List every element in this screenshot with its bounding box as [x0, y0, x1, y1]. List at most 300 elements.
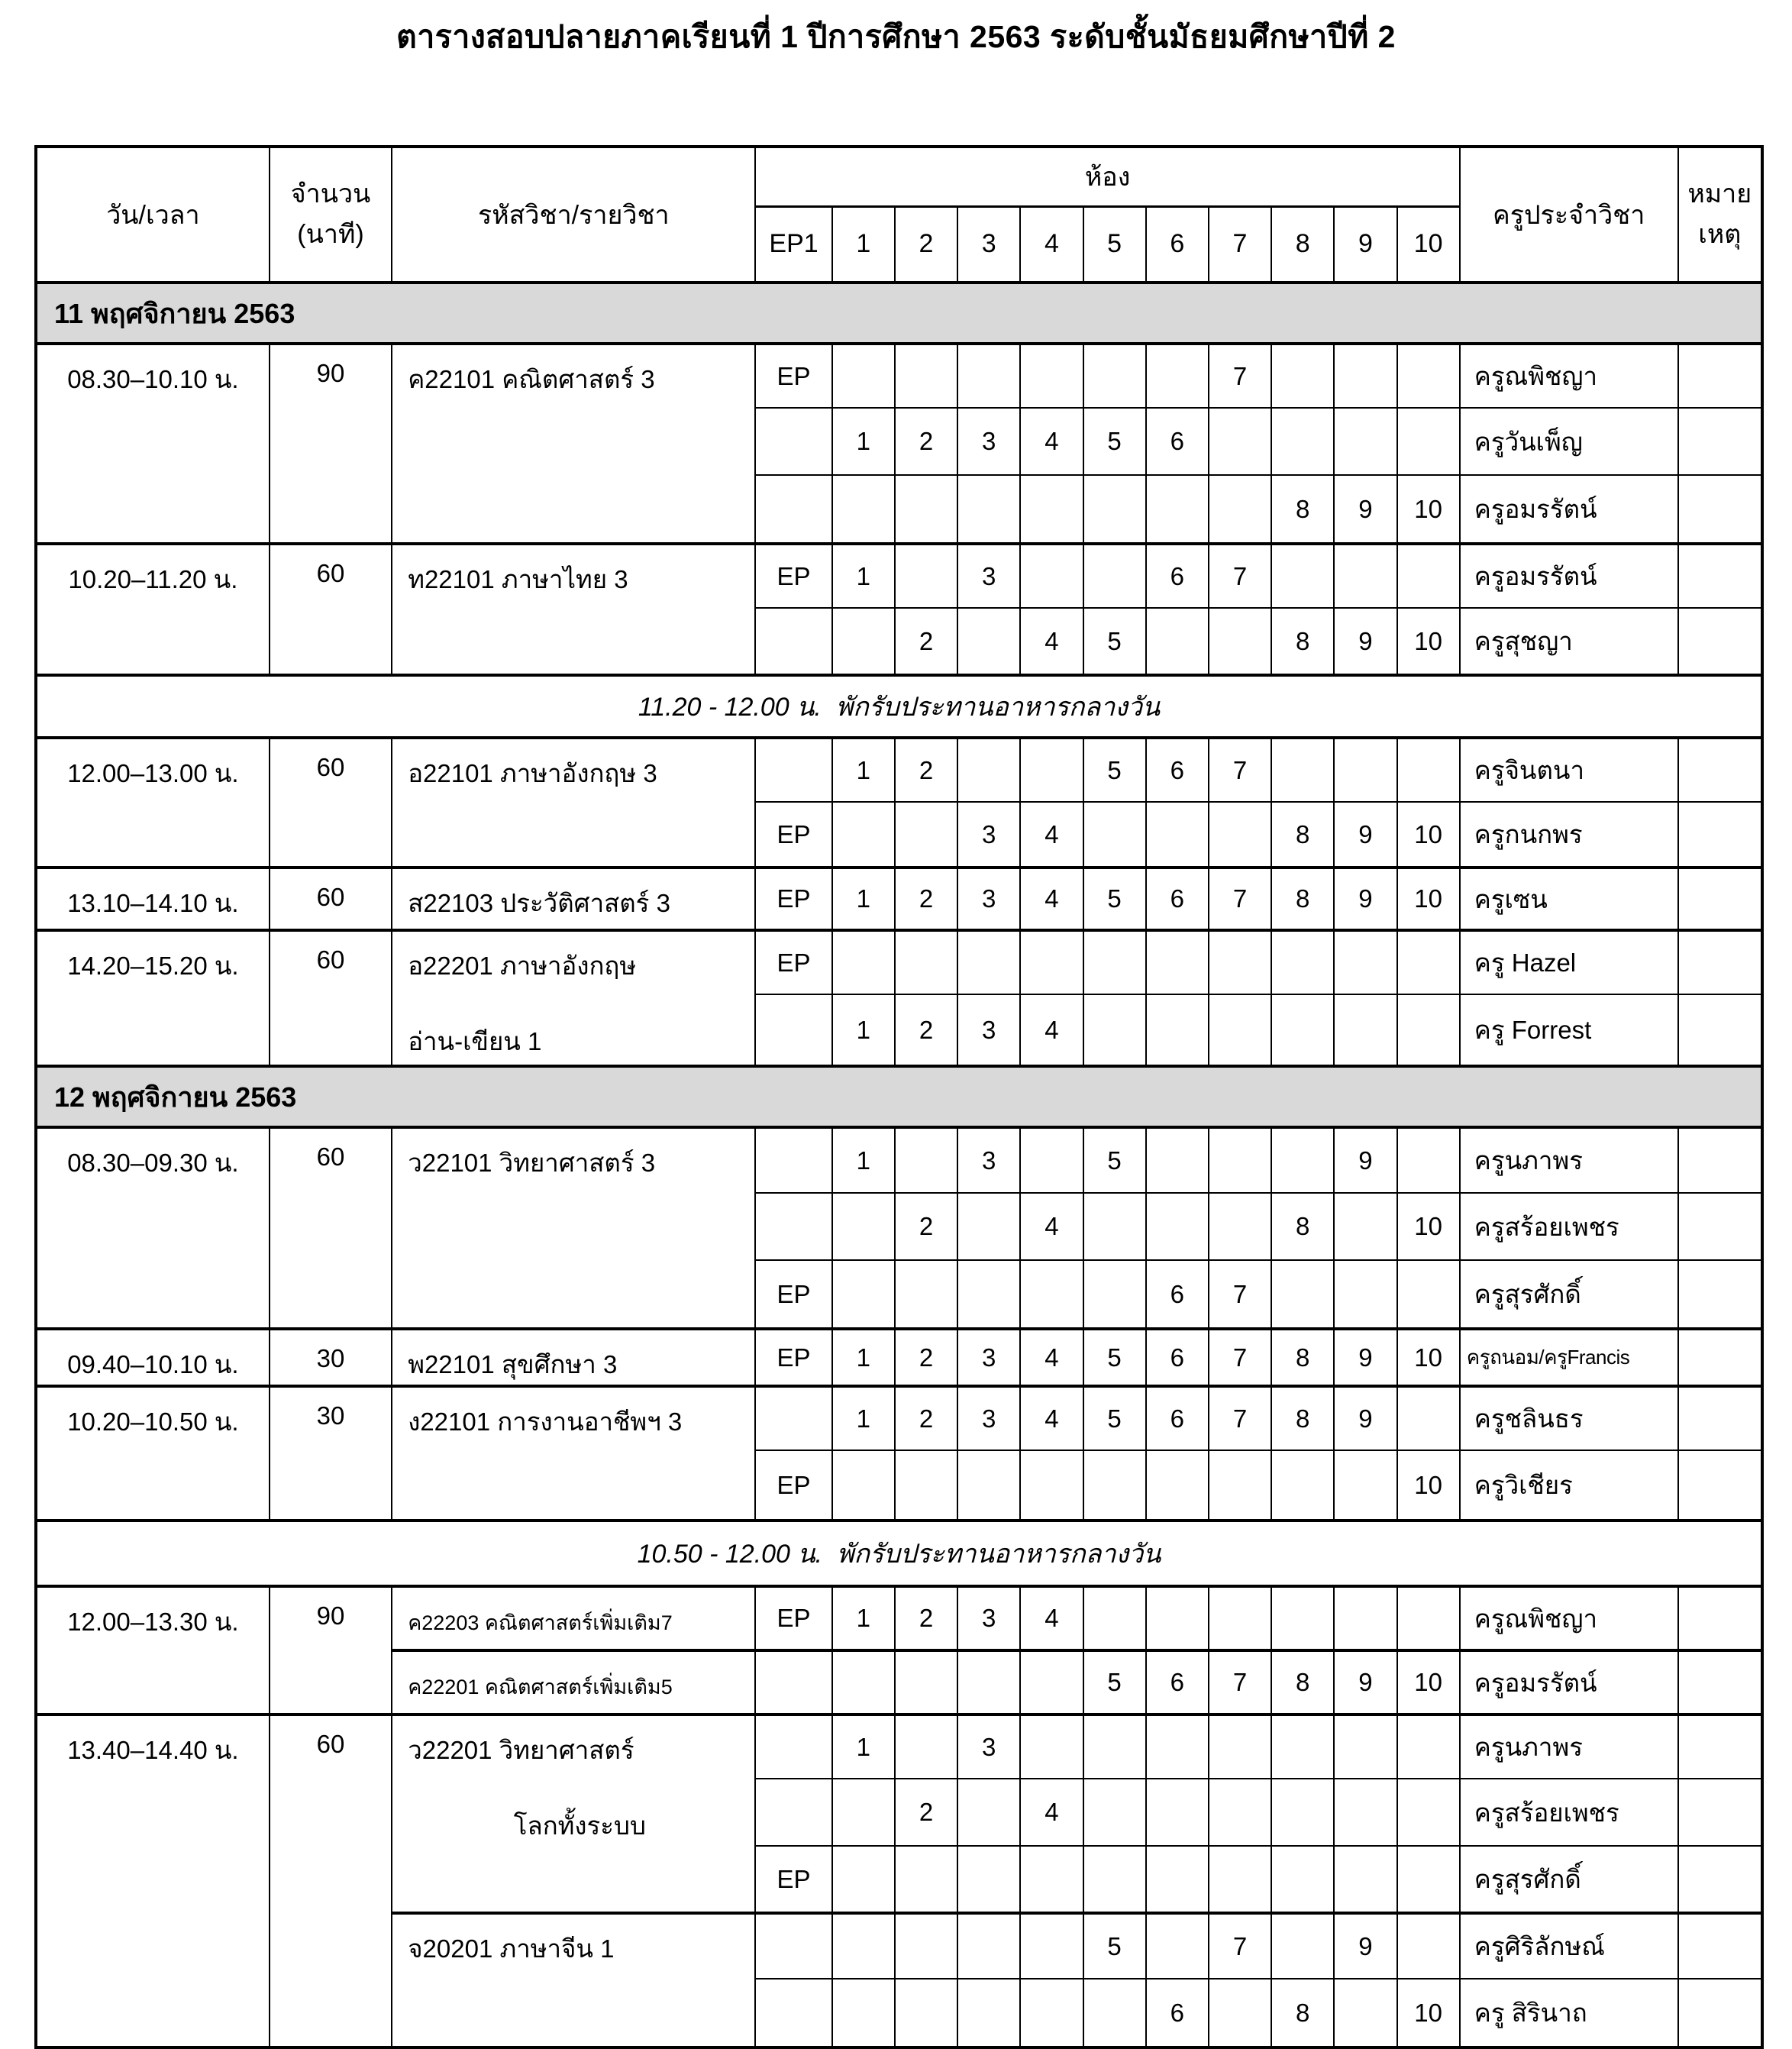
note-cell [1678, 1846, 1762, 1913]
room-cell [1146, 994, 1209, 1066]
room-cell: 1 [832, 408, 895, 475]
room-cell: 7 [1209, 544, 1271, 608]
room-cell [895, 802, 957, 868]
room-cell [1020, 738, 1083, 802]
room-cell: EP [755, 1846, 831, 1913]
table-row [36, 1127, 1762, 1193]
room-cell [1334, 1450, 1396, 1521]
teacher-cell: ครูอมรรัตน์ [1460, 544, 1678, 608]
room-cell: 6 [1146, 1260, 1209, 1329]
room-cell [1209, 1450, 1271, 1521]
room-cell [1334, 344, 1396, 408]
column-header-room-group: ห้อง [755, 147, 1459, 206]
room-cell: 4 [1020, 994, 1083, 1066]
room-cell: 9 [1334, 1650, 1396, 1715]
room-cell: 3 [957, 1586, 1020, 1650]
room-cell [832, 1979, 895, 2047]
room-cell [1397, 930, 1460, 994]
note-cell [1678, 1260, 1762, 1329]
table-row [36, 1586, 1762, 1650]
room-cell [1209, 408, 1271, 475]
subject-line: ว22201 วิทยาศาสตร์ [408, 1736, 634, 1764]
room-cell: 6 [1146, 1386, 1209, 1450]
room-cell [895, 1979, 957, 2047]
table-body [36, 283, 1762, 2047]
room-cell: 4 [1020, 1329, 1083, 1386]
teacher-cell: ครูนภาพร [1460, 1127, 1678, 1193]
room-cell [1020, 1650, 1083, 1715]
room-cell: 10 [1397, 1450, 1460, 1521]
room-cell [895, 1846, 957, 1913]
room-cell: 5 [1083, 1386, 1146, 1450]
note-label-line1: หมาย [1687, 179, 1752, 209]
room-cell [1209, 930, 1271, 994]
room-cell [1334, 1193, 1396, 1260]
room-cell [1271, 344, 1334, 408]
room-cell [1020, 1913, 1083, 1979]
note-cell [1678, 408, 1762, 475]
room-cell: 10 [1397, 868, 1460, 930]
room-header-cell: 8 [1271, 206, 1334, 283]
room-cell [1146, 608, 1209, 675]
time-cell: 12.00–13.30 น. [36, 1586, 270, 1715]
room-cell [1083, 1450, 1146, 1521]
room-header-cell: 10 [1397, 206, 1460, 283]
subject-cell [392, 1715, 755, 1913]
room-cell: EP [755, 1329, 831, 1386]
room-cell: EP [755, 1260, 831, 1329]
column-header-note [1678, 147, 1762, 283]
room-cell: 6 [1146, 544, 1209, 608]
break-row [36, 675, 1762, 738]
room-cell: EP [755, 1450, 831, 1521]
room-cell [1020, 1715, 1083, 1779]
teacher-cell: ครูอมรรัตน์ [1460, 475, 1678, 544]
room-cell: 2 [895, 868, 957, 930]
teacher-cell: ครูนภาพร [1460, 1715, 1678, 1779]
table-row [36, 1329, 1762, 1386]
room-cell [1209, 994, 1271, 1066]
note-cell [1678, 1386, 1762, 1450]
room-cell: 3 [957, 868, 1020, 930]
room-cell [1020, 1127, 1083, 1193]
column-header-duration [270, 147, 392, 283]
teacher-cell: ครูวันเพ็ญ [1460, 408, 1678, 475]
subject-line: ค22101 คณิตศาสตร์ 3 [408, 365, 655, 393]
column-header-teacher: ครูประจำวิชา [1460, 147, 1678, 283]
room-cell: 7 [1209, 344, 1271, 408]
time-cell: 10.20–10.50 น. [36, 1386, 270, 1521]
note-cell [1678, 1127, 1762, 1193]
teacher-cell: ครูณพิชญา [1460, 344, 1678, 408]
minutes-cell: 60 [270, 868, 392, 930]
room-cell: 5 [1083, 868, 1146, 930]
room-cell [1020, 544, 1083, 608]
room-cell [1271, 1586, 1334, 1650]
room-cell: 3 [957, 802, 1020, 868]
room-cell [1083, 930, 1146, 994]
room-cell [895, 475, 957, 544]
room-cell: 7 [1209, 1386, 1271, 1450]
room-cell [1271, 1260, 1334, 1329]
room-cell [1271, 994, 1334, 1066]
room-cell [1397, 344, 1460, 408]
room-cell [1020, 475, 1083, 544]
time-cell: 10.20–11.20 น. [36, 544, 270, 675]
room-cell [1083, 1979, 1146, 2047]
room-cell [1334, 1979, 1396, 2047]
subject-line: จ20201 ภาษาจีน 1 [408, 1934, 615, 1963]
room-cell: 6 [1146, 408, 1209, 475]
time-cell: 09.40–10.10 น. [36, 1329, 270, 1386]
room-cell: 5 [1083, 1329, 1146, 1386]
note-cell [1678, 994, 1762, 1066]
minutes-cell: 60 [270, 1715, 392, 2047]
room-cell: EP [755, 802, 831, 868]
room-cell [957, 1913, 1020, 1979]
room-cell [1271, 1715, 1334, 1779]
room-cell [1020, 1450, 1083, 1521]
room-cell [755, 1913, 831, 1979]
note-cell [1678, 802, 1762, 868]
room-cell [957, 1450, 1020, 1521]
room-cell [755, 1127, 831, 1193]
room-cell [1397, 408, 1460, 475]
page-title: ตารางสอบปลายภาคเรียนที่ 1 ปีการศึกษา 2563 ระดับชั้นมัธยมศึกษาปีที่ 2 [396, 19, 1396, 54]
room-cell: 3 [957, 1329, 1020, 1386]
room-cell [1083, 1193, 1146, 1260]
room-cell [1271, 408, 1334, 475]
time-cell: 08.30–10.10 น. [36, 344, 270, 544]
room-cell [1083, 1586, 1146, 1650]
note-cell [1678, 1450, 1762, 1521]
room-header-cell: 4 [1020, 206, 1083, 283]
room-cell: 6 [1146, 1329, 1209, 1386]
note-cell [1678, 1779, 1762, 1846]
room-cell: 7 [1209, 1650, 1271, 1715]
column-header-datetime: วัน/เวลา [36, 147, 270, 283]
teacher-cell: ครูจินตนา [1460, 738, 1678, 802]
note-cell [1678, 608, 1762, 675]
room-cell [957, 1650, 1020, 1715]
date-section-row [36, 1066, 1762, 1127]
room-cell [1397, 1913, 1460, 1979]
room-cell: 8 [1271, 868, 1334, 930]
room-cell: 5 [1083, 1127, 1146, 1193]
table-row [36, 1386, 1762, 1450]
room-cell: 4 [1020, 1586, 1083, 1650]
room-cell [1271, 1450, 1334, 1521]
teacher-cell: ครูสุชญา [1460, 608, 1678, 675]
room-cell [895, 544, 957, 608]
room-cell: 3 [957, 1715, 1020, 1779]
minutes-cell: 90 [270, 344, 392, 544]
room-cell: 10 [1397, 608, 1460, 675]
room-cell [1334, 1260, 1396, 1329]
room-cell: 9 [1334, 475, 1396, 544]
room-cell: 4 [1020, 1386, 1083, 1450]
room-cell: 9 [1334, 1329, 1396, 1386]
table-row [36, 930, 1762, 994]
room-cell [1146, 1779, 1209, 1846]
room-cell [895, 930, 957, 994]
note-cell [1678, 868, 1762, 930]
room-cell: 7 [1209, 1260, 1271, 1329]
room-cell: 5 [1083, 1650, 1146, 1715]
room-cell [1083, 544, 1146, 608]
teacher-cell: ครูกนกพร [1460, 802, 1678, 868]
room-cell [832, 1779, 895, 1846]
note-cell [1678, 1329, 1762, 1386]
room-cell [1209, 1779, 1271, 1846]
room-cell [1271, 930, 1334, 994]
room-cell [832, 1450, 895, 1521]
teacher-cell: ครูสร้อยเพชร [1460, 1779, 1678, 1846]
table-row [36, 868, 1762, 930]
room-cell: 3 [957, 994, 1020, 1066]
table-row [36, 544, 1762, 608]
column-header-subject: รหัสวิชา/รายวิชา [392, 147, 755, 283]
room-cell [755, 738, 831, 802]
room-cell [1083, 475, 1146, 544]
note-cell [1678, 1913, 1762, 1979]
exam-schedule-table [34, 145, 1764, 2049]
room-cell: 3 [957, 1127, 1020, 1193]
room-cell [1146, 475, 1209, 544]
teacher-cell: ครูอมรรัตน์ [1460, 1650, 1678, 1715]
room-cell [1083, 1846, 1146, 1913]
room-cell [1146, 1193, 1209, 1260]
room-cell [895, 1715, 957, 1779]
subject-cell [392, 1329, 755, 1386]
room-cell [755, 408, 831, 475]
room-cell: 10 [1397, 1329, 1460, 1386]
room-cell [1083, 344, 1146, 408]
time-cell: 12.00–13.00 น. [36, 738, 270, 868]
room-cell [832, 1650, 895, 1715]
room-cell [1083, 802, 1146, 868]
room-cell [1020, 930, 1083, 994]
minutes-cell: 90 [270, 1586, 392, 1715]
room-cell: 7 [1209, 1329, 1271, 1386]
room-cell: 9 [1334, 868, 1396, 930]
subject-line: ท22101 ภาษาไทย 3 [408, 565, 628, 593]
room-cell: 4 [1020, 1779, 1083, 1846]
room-cell [832, 1260, 895, 1329]
table-row [36, 1715, 1762, 1779]
room-cell [755, 1979, 831, 2047]
room-cell: 3 [957, 544, 1020, 608]
teacher-cell: ครู Hazel [1460, 930, 1678, 994]
room-cell: 5 [1083, 408, 1146, 475]
table-header [36, 147, 1762, 283]
room-header-cell: 2 [895, 206, 957, 283]
room-cell [1146, 802, 1209, 868]
room-cell: EP [755, 868, 831, 930]
note-label-line2: เหตุ [1698, 220, 1742, 249]
room-cell [1209, 802, 1271, 868]
minutes-cell: 60 [270, 544, 392, 675]
room-cell: EP [755, 344, 831, 408]
subject-line: ส22103 ประวัติศาสตร์ 3 [408, 889, 670, 917]
room-cell: 2 [895, 1586, 957, 1650]
room-cell: 8 [1271, 1329, 1334, 1386]
room-cell [957, 1779, 1020, 1846]
minutes-cell: 60 [270, 738, 392, 868]
room-cell: 9 [1334, 1386, 1396, 1450]
room-cell: 1 [832, 1715, 895, 1779]
room-cell [1334, 994, 1396, 1066]
room-cell [1271, 1127, 1334, 1193]
room-cell: 2 [895, 1193, 957, 1260]
room-cell: 10 [1397, 802, 1460, 868]
room-cell [957, 475, 1020, 544]
break-label: 11.20 - 12.00 น. พักรับประทานอาหารกลางวัน [36, 675, 1762, 738]
room-cell [1397, 738, 1460, 802]
room-cell: EP [755, 544, 831, 608]
teacher-cell: ครูศิริลักษณ์ [1460, 1913, 1678, 1979]
room-cell: 7 [1209, 868, 1271, 930]
room-cell: 1 [832, 1386, 895, 1450]
room-cell [1271, 544, 1334, 608]
room-cell [957, 738, 1020, 802]
room-cell [755, 608, 831, 675]
room-cell [755, 1715, 831, 1779]
room-cell [1334, 1586, 1396, 1650]
room-cell: 3 [957, 408, 1020, 475]
room-cell [1020, 1260, 1083, 1329]
time-cell: 13.40–14.40 น. [36, 1715, 270, 2047]
room-cell [1083, 1715, 1146, 1779]
room-cell [1146, 1715, 1209, 1779]
room-cell [1397, 1779, 1460, 1846]
room-cell: 10 [1397, 1193, 1460, 1260]
note-cell [1678, 1715, 1762, 1779]
room-cell: 8 [1271, 802, 1334, 868]
room-cell [1146, 1127, 1209, 1193]
break-label: 10.50 - 12.00 น. พักรับประทานอาหารกลางวัน [36, 1521, 1762, 1586]
room-cell: 2 [895, 994, 957, 1066]
room-header-cell: 1 [832, 206, 895, 283]
duration-label-line2: (นาที) [297, 220, 364, 249]
time-cell: 13.10–14.10 น. [36, 868, 270, 930]
subject-cell [392, 738, 755, 868]
subject-line: ง22101 การงานอาชีพฯ 3 [408, 1407, 683, 1436]
room-cell [1209, 1979, 1271, 2047]
teacher-cell: ครู Forrest [1460, 994, 1678, 1066]
note-cell [1678, 544, 1762, 608]
subject-line: โลกทั้งระบบ [513, 1811, 646, 1840]
room-cell [895, 344, 957, 408]
subject-cell [392, 1650, 755, 1715]
room-cell [832, 1846, 895, 1913]
subject-cell [392, 1127, 755, 1329]
room-cell [1146, 1913, 1209, 1979]
room-cell [1397, 1386, 1460, 1450]
room-cell: 8 [1271, 475, 1334, 544]
time-cell: 08.30–09.30 น. [36, 1127, 270, 1329]
room-cell [832, 930, 895, 994]
room-cell [957, 344, 1020, 408]
room-cell [957, 1846, 1020, 1913]
room-cell [957, 1260, 1020, 1329]
room-cell [755, 1193, 831, 1260]
room-cell [1209, 1846, 1271, 1913]
room-cell: 8 [1271, 1979, 1334, 2047]
room-header-cell: EP1 [755, 206, 831, 283]
subject-cell [392, 1386, 755, 1521]
room-cell [1020, 1846, 1083, 1913]
subject-cell [392, 1586, 755, 1650]
room-cell: 6 [1146, 738, 1209, 802]
room-cell [895, 1260, 957, 1329]
date-section-row [36, 283, 1762, 344]
room-cell: 8 [1271, 608, 1334, 675]
subject-cell [392, 344, 755, 544]
room-cell: 1 [832, 994, 895, 1066]
room-cell: 5 [1083, 738, 1146, 802]
room-cell [755, 994, 831, 1066]
subject-cell [392, 1913, 755, 2047]
note-cell [1678, 738, 1762, 802]
room-cell [1209, 1715, 1271, 1779]
teacher-cell: ครูวิเชียร [1460, 1450, 1678, 1521]
room-cell: 1 [832, 738, 895, 802]
room-cell [832, 344, 895, 408]
room-cell: 4 [1020, 608, 1083, 675]
room-cell [832, 1193, 895, 1260]
room-cell [832, 802, 895, 868]
room-cell: 9 [1334, 1913, 1396, 1979]
room-cell [1334, 1779, 1396, 1846]
room-cell [1146, 344, 1209, 408]
date-section-label: 11 พฤศจิกายน 2563 [36, 283, 1762, 344]
room-cell [1209, 475, 1271, 544]
teacher-cell: ครูสร้อยเพชร [1460, 1193, 1678, 1260]
room-cell [957, 608, 1020, 675]
subject-line: อ่าน-เขียน 1 [408, 1027, 542, 1055]
room-cell [957, 1979, 1020, 2047]
minutes-cell: 30 [270, 1329, 392, 1386]
room-cell [755, 1779, 831, 1846]
note-cell [1678, 1586, 1762, 1650]
room-cell: 9 [1334, 1127, 1396, 1193]
room-cell [1397, 1586, 1460, 1650]
room-cell: 3 [957, 1386, 1020, 1450]
room-cell: 8 [1271, 1193, 1334, 1260]
subject-line: ว22101 วิทยาศาสตร์ 3 [408, 1149, 656, 1177]
room-header-cell: 5 [1083, 206, 1146, 283]
room-header-cell: 7 [1209, 206, 1271, 283]
teacher-cell: ครูสุรศักดิ์ [1460, 1260, 1678, 1329]
room-cell [1020, 1979, 1083, 2047]
room-cell [755, 475, 831, 544]
room-cell: 2 [895, 1779, 957, 1846]
room-cell [895, 1450, 957, 1521]
minutes-cell: 30 [270, 1386, 392, 1521]
room-cell [1397, 1260, 1460, 1329]
room-cell: 10 [1397, 1979, 1460, 2047]
room-cell: 4 [1020, 1193, 1083, 1260]
subject-line: อ22201 ภาษาอังกฤษ [408, 952, 637, 980]
room-cell [1397, 1127, 1460, 1193]
room-cell [1334, 930, 1396, 994]
room-cell: 7 [1209, 738, 1271, 802]
note-cell [1678, 344, 1762, 408]
room-cell: 1 [832, 1586, 895, 1650]
room-cell: 7 [1209, 1913, 1271, 1979]
room-cell [1146, 930, 1209, 994]
